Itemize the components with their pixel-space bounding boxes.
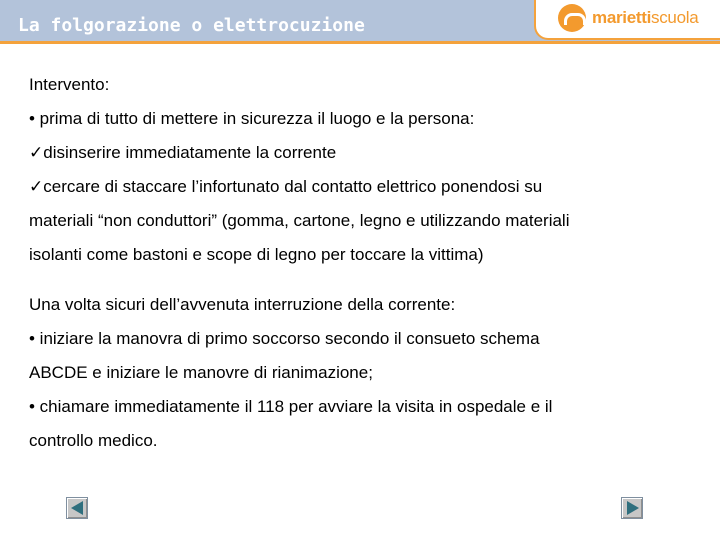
logo-brand: marietti	[592, 8, 652, 27]
section-heading: Una volta sicuri dell’avvenuta interruzione della corrente:	[29, 295, 456, 314]
page-title: La folgorazione o elettrocuzione	[18, 15, 365, 36]
logo	[534, 0, 720, 40]
text-line: ABCDE e iniziare le manovre di rianimazione;	[29, 363, 373, 382]
arrow-left-icon	[71, 501, 83, 515]
logo-text	[592, 8, 698, 28]
text-line: materiali “non conduttori” (gomma, cartone, legno e utilizzando materiali	[29, 211, 570, 230]
text-line: • prima di tutto di mettere in sicurezza il luogo e la persona:	[29, 109, 475, 128]
arrow-right-icon	[627, 501, 639, 515]
header-divider	[0, 41, 720, 44]
logo-suffix: scuola	[651, 8, 699, 27]
slide-content	[29, 68, 699, 458]
text-line: isolanti come bastoni e scope di legno per toccare la vittima)	[29, 245, 484, 264]
next-slide-button[interactable]	[621, 497, 643, 519]
text-line: controllo medico.	[29, 431, 158, 450]
text-line: ✓disinserire immediatamente la corrente	[29, 143, 337, 162]
section-heading: Intervento:	[29, 75, 110, 94]
prev-slide-button[interactable]	[66, 497, 88, 519]
text-line: • chiamare immediatamente il 118 per avviare la visita in ospedale e il	[29, 397, 553, 416]
text-line: • iniziare la manovra di primo soccorso secondo il consueto schema	[29, 329, 540, 348]
marietti-logo-icon	[558, 4, 586, 32]
spacer	[29, 272, 699, 288]
text-line: ✓cercare di staccare l’infortunato dal contatto elettrico ponendosi su	[29, 177, 543, 196]
